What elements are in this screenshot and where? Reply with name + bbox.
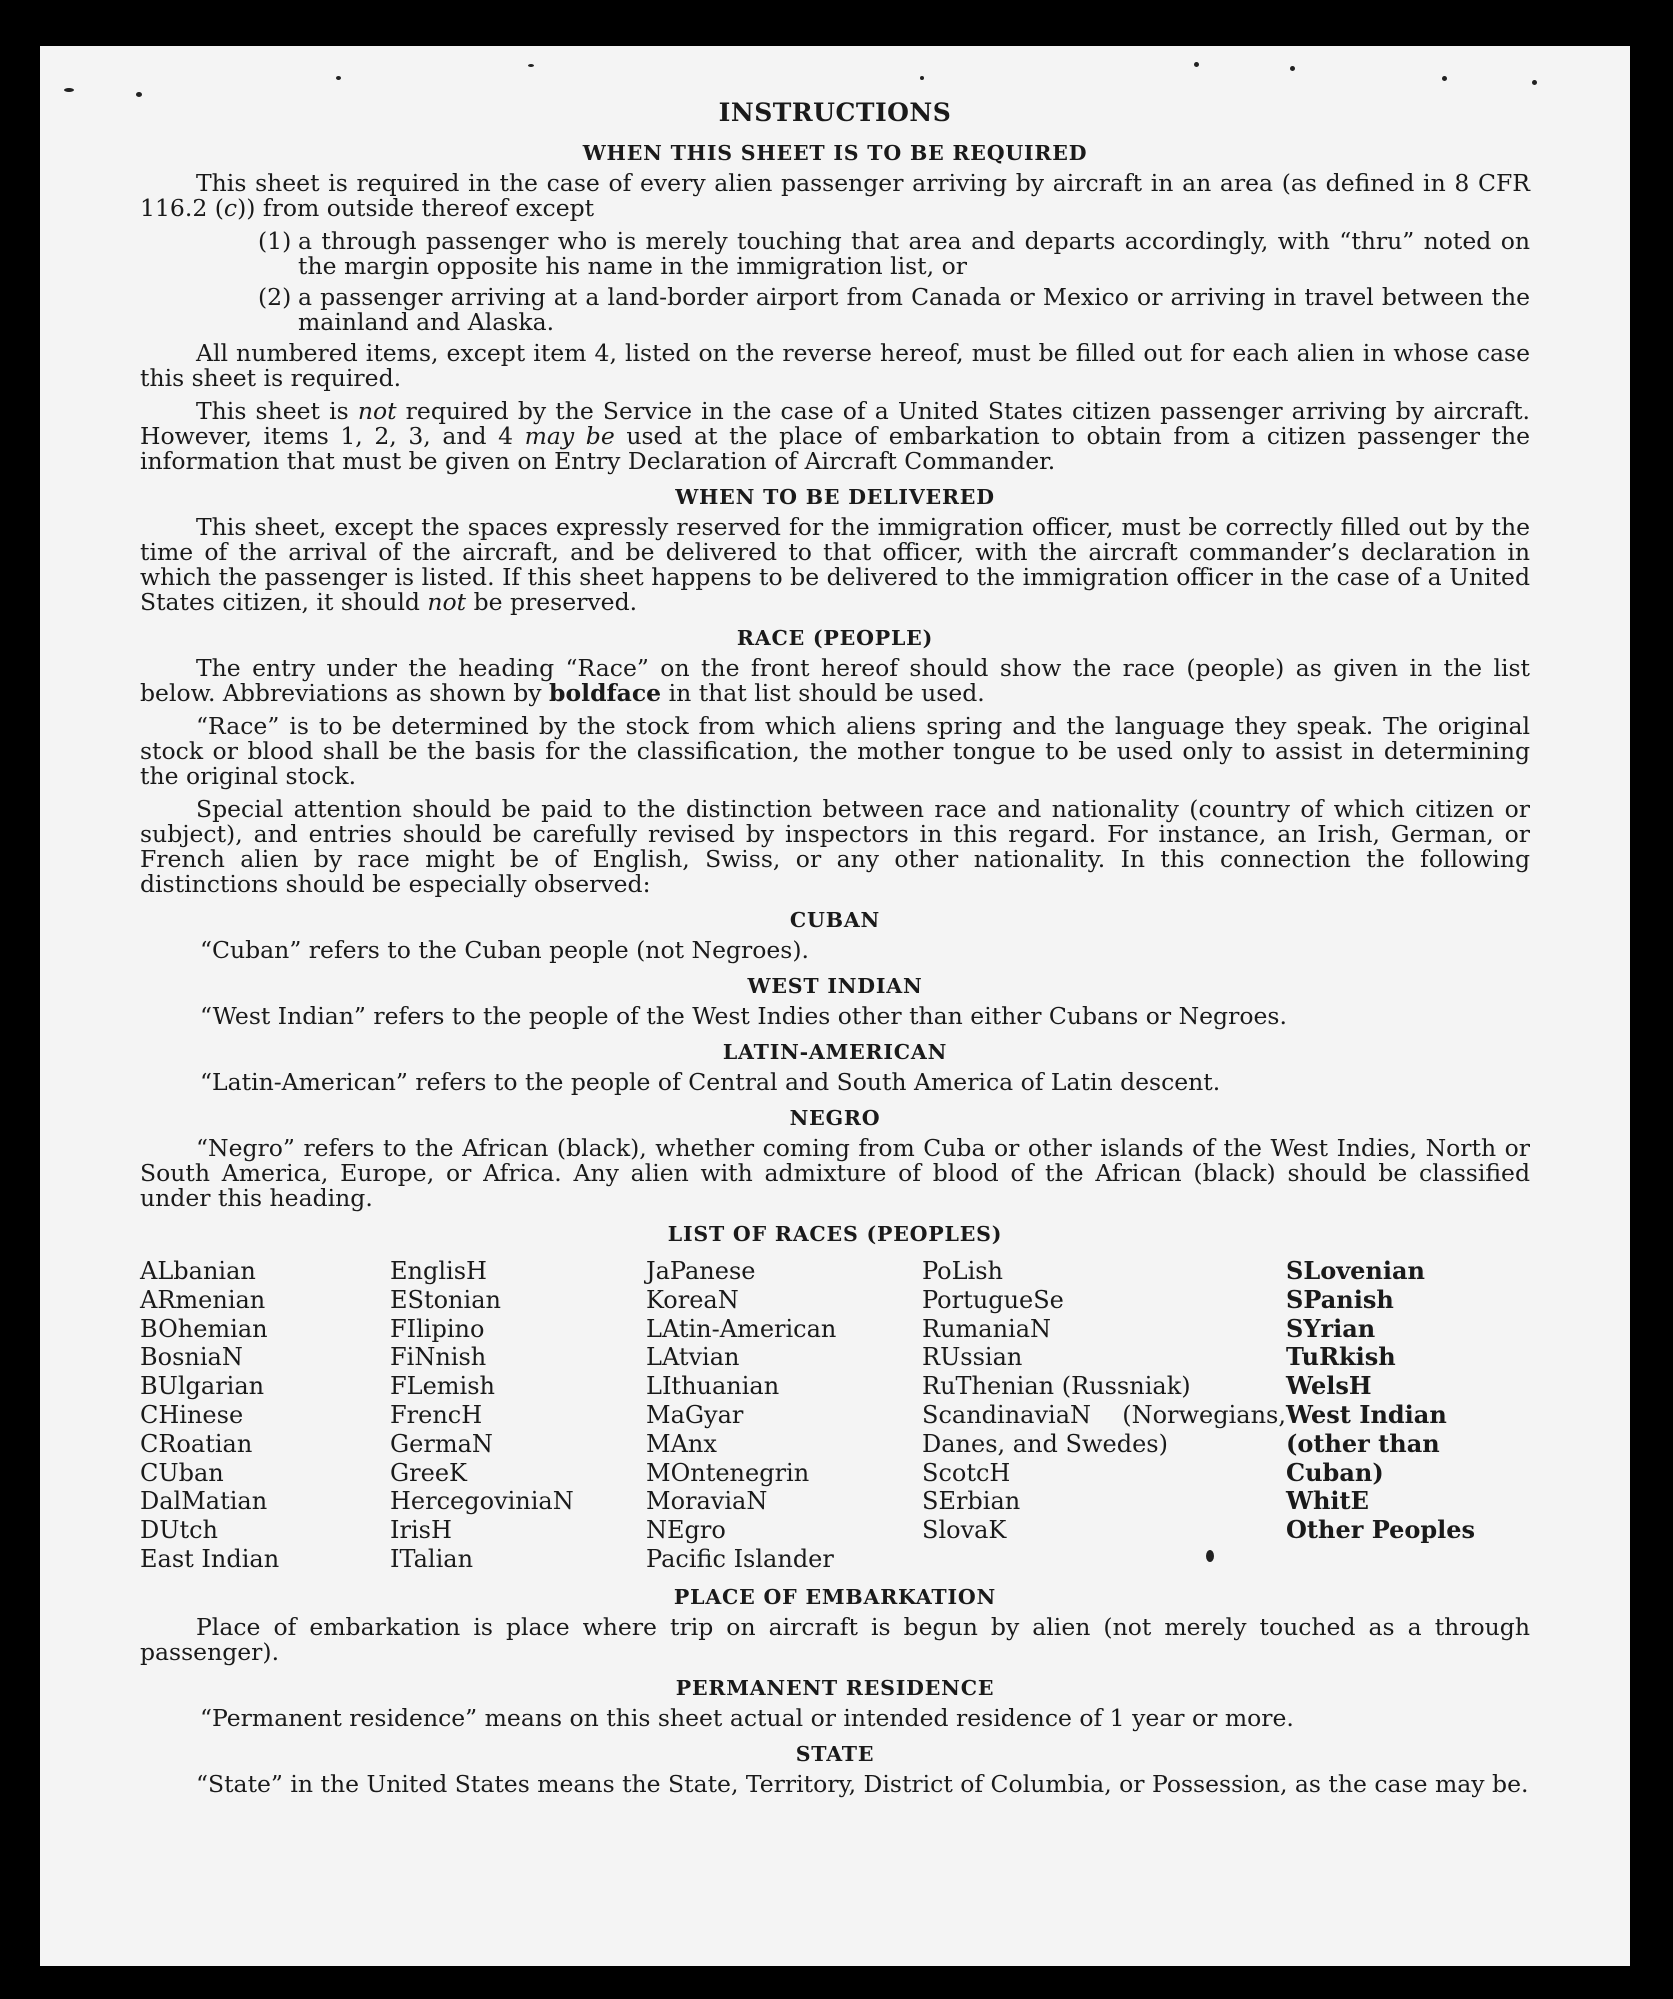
race-item: BOhemian: [140, 1314, 268, 1343]
race-item: BUlgarian: [140, 1372, 265, 1401]
section-heading-race-list: LIST OF RACES (PEOPLES): [667, 1222, 1003, 1246]
race-column-5: [1286, 1257, 1530, 1574]
race-item: EStonian: [390, 1285, 501, 1314]
race-item: PortugueSe: [922, 1285, 1064, 1314]
section-heading-negro: NEGRO: [789, 1106, 881, 1130]
section-heading-latin-american: LATIN-AMERICAN: [722, 1040, 948, 1064]
race-item: LAtvian: [646, 1343, 740, 1372]
paragraph-state: “State” in the United States means the State, Territory, District of Columbia, or Possession, as the case may be.: [196, 1769, 1529, 1798]
race-item: LAtin-American: [646, 1314, 837, 1343]
race-item: IrisH: [390, 1516, 452, 1545]
race-item: SErbian: [922, 1487, 1021, 1516]
race-item: Other Peoples: [1286, 1515, 1476, 1545]
race-item: PoLish: [922, 1257, 1004, 1285]
race-item: DUtch: [140, 1516, 219, 1545]
document-page: [40, 46, 1630, 1966]
paragraph-race-entry: The entry under the heading “Race” on the front hereof should show the race (people) as given in the list below. Abbreviations as shown by boldface in that list should be used.: [140, 654, 1530, 707]
paragraph-required: This sheet is required in the case of every alien passenger arriving by aircraft in an area (as defined in 8 CFR 116.2 (c)) from outside thereof except: [140, 169, 1530, 222]
item-number: (2): [258, 283, 292, 311]
page-title: INSTRUCTIONS: [718, 98, 952, 127]
race-item: RuThenian (Russniak): [922, 1372, 1191, 1401]
race-item: DalMatian: [140, 1487, 268, 1516]
race-column-3: [646, 1257, 922, 1574]
race-item: RUssian: [922, 1343, 1023, 1372]
paragraph-race-stock: “Race” is to be determined by the stock from which aliens spring and the language they speak. The original stock or blood shall be the basis for the classification, the mother tongue to be used only to assist in determining the original stock.: [140, 712, 1530, 790]
race-item: JaPanese: [646, 1257, 756, 1285]
paragraph-cuban: “Cuban” refers to the Cuban people (not Negroes).: [200, 936, 810, 964]
section-heading-west-indian: WEST INDIAN: [747, 974, 923, 998]
race-item: East Indian: [140, 1544, 280, 1573]
race-column-4: [922, 1257, 1286, 1574]
race-item: CHinese: [140, 1400, 244, 1429]
race-item: CUban: [140, 1458, 224, 1487]
race-item: MaGyar: [646, 1400, 744, 1429]
speck: [528, 64, 534, 67]
race-item: GreeK: [390, 1458, 467, 1487]
speck: [336, 76, 341, 80]
section-heading-delivered: WHEN TO BE DELIVERED: [675, 485, 995, 509]
list-item-exception-1: [258, 229, 1530, 279]
paragraph-embarkation: Place of embarkation is place where trip on aircraft is begun by alien (not merely touched as a through passenger).: [140, 1612, 1530, 1666]
paragraph-negro: “Negro” refers to the African (black), whether coming from Cuba or other islands of the West Indies, North or South America, Europe, or Africa. Any alien with admixture of blood of the African (black) should be classified under this heading.: [140, 1134, 1530, 1212]
speck: [920, 76, 924, 80]
race-item: West Indian (other than Cuban): [1286, 1399, 1447, 1487]
paragraph-citizen: This sheet is not required by the Service in the case of a United States citizen passenger arriving by aircraft. However, items 1, 2, 3, and 4 may be used at the place of embarkation to obtain from a citizen passenger the information that must be given on Entry Declaration of Aircraft Commander.: [140, 397, 1531, 475]
race-item: KoreaN: [646, 1285, 739, 1314]
race-item: WhitE: [1286, 1486, 1369, 1516]
race-item: HercegoviniaN: [390, 1487, 574, 1516]
paragraph-residence: “Permanent residence” means on this sheet actual or intended residence of 1 year or more.: [200, 1703, 1294, 1732]
speck: [1290, 66, 1295, 71]
race-item: MOntenegrin: [646, 1458, 810, 1487]
item-text: a passenger arriving at a land-border airport from Canada or Mexico or arriving in travel between the mainland and Alaska.: [298, 283, 1530, 336]
section-heading-residence: PERMANENT RESIDENCE: [675, 1675, 995, 1700]
race-item: RumaniaN: [922, 1314, 1052, 1343]
speck: [1532, 80, 1537, 85]
race-item: CRoatian: [140, 1429, 253, 1458]
race-item: NEgro: [646, 1516, 726, 1545]
section-heading-required: WHEN THIS SHEET IS TO BE REQUIRED: [582, 141, 1088, 165]
race-item: LIthuanian: [646, 1372, 780, 1401]
race-list: [140, 1257, 1530, 1574]
list-item-exception-2: [258, 285, 1530, 335]
race-item: ALbanian: [140, 1257, 256, 1285]
race-item: ARmenian: [140, 1285, 266, 1314]
race-item: FiNnish: [390, 1343, 487, 1372]
race-item: SLovenian: [1286, 1256, 1425, 1285]
race-item: Pacific Islander: [646, 1544, 834, 1573]
speck: [1194, 62, 1199, 67]
section-heading-race: RACE (PEOPLE): [736, 626, 934, 650]
race-column-1: [140, 1257, 390, 1574]
race-item: SPanish: [1286, 1284, 1394, 1314]
race-item: TuRkish: [1286, 1342, 1396, 1372]
race-item: FrencH: [390, 1400, 483, 1429]
paragraph-numbered-items: All numbered items, except item 4, listed on the reverse hereof, must be filled out for each alien in whose case this sheet is required.: [140, 339, 1530, 392]
race-item: SYrian: [1286, 1313, 1376, 1343]
paragraph-race-nationality: Special attention should be paid to the distinction between race and nationality (country of which citizen or subject), and entries should be carefully revised by inspectors in this regard. For instance, an Irish, German, or French alien by race might be of English, Swiss, or any other nationality. In this connection the following distinctions should be especially observed:: [140, 795, 1530, 898]
item-number: (1): [258, 227, 292, 255]
race-item: ScandinaviaN (Norwegians, Danes, and Swedes): [922, 1400, 1286, 1458]
paragraph-latin-american: “Latin-American” refers to the people of Central and South America of Latin descent.: [200, 1068, 1221, 1096]
race-item: EnglisH: [390, 1257, 487, 1285]
section-heading-state: STATE: [795, 1741, 875, 1766]
race-item: ScotcH: [922, 1458, 1011, 1487]
speck: [1442, 76, 1447, 81]
race-item: MoraviaN: [646, 1487, 768, 1516]
race-item: ITalian: [390, 1544, 474, 1573]
race-item: BosniaN: [140, 1343, 243, 1372]
race-item: GermaN: [390, 1429, 493, 1458]
race-item: FLemish: [390, 1372, 495, 1401]
race-column-2: [390, 1257, 646, 1574]
section-heading-cuban: CUBAN: [789, 908, 881, 932]
race-item: SlovaK: [922, 1516, 1007, 1545]
speck: [64, 88, 74, 92]
paragraph-west-indian: “West Indian” refers to the people of the West Indies other than either Cubans or Negroes.: [200, 1002, 1287, 1030]
race-item: FIlipino: [390, 1314, 485, 1343]
item-text: a through passenger who is merely touching that area and departs accordingly, with “thru” noted on the margin opposite his name in the immigration list, or: [298, 227, 1530, 280]
race-item: WelsH: [1286, 1371, 1372, 1401]
paragraph-delivered: This sheet, except the spaces expressly reserved for the immigration officer, must be correctly filled out by the time of the arrival of the aircraft, and be delivered to that officer, with the aircraft commander’s declaration in which the passenger is listed. If this sheet happens to be delivered to the immigration officer in the case of a United States citizen, it should not be preserved.: [140, 513, 1530, 616]
instructions-body: [140, 96, 1530, 1805]
section-heading-embarkation: PLACE OF EMBARKATION: [673, 1584, 997, 1609]
race-item: MAnx: [646, 1429, 717, 1458]
